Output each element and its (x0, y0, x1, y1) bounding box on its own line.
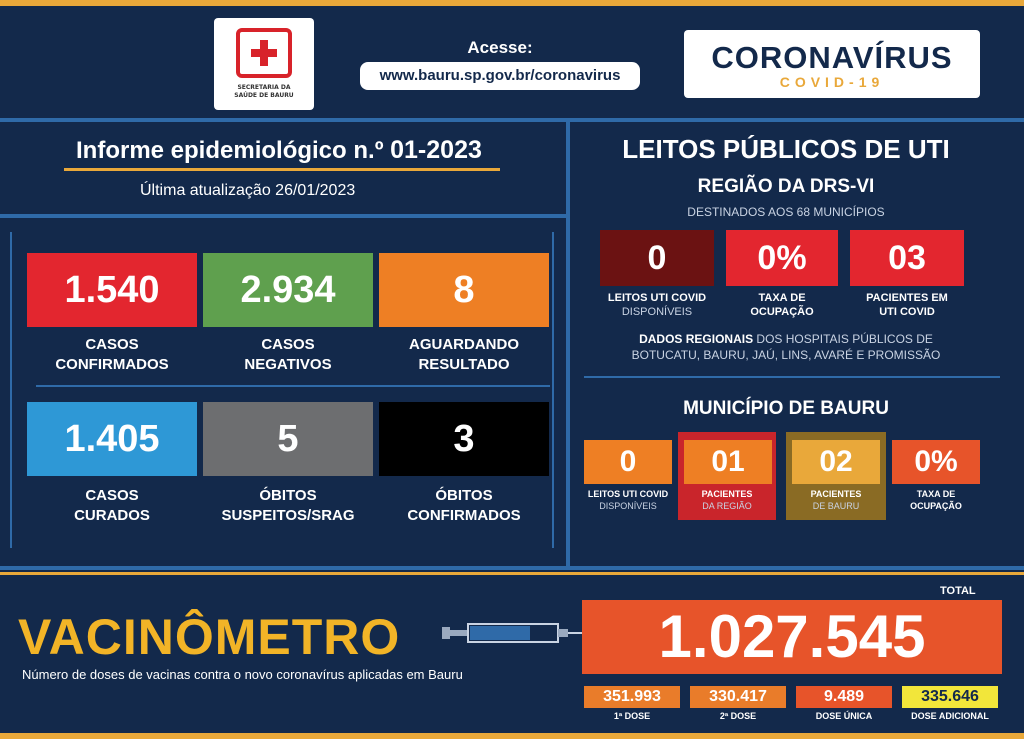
region-box-patients: 03 (850, 230, 964, 286)
municipal-label-region-patients: PACIENTES DA REGIÃO (701, 489, 753, 511)
dose-single-label: DOSE ÚNICA (815, 711, 873, 721)
regional-data-cities: BOTUCATU, BAURU, JAÚ, LINS, AVARÉ E PROMISSÃO (631, 348, 941, 362)
access-label: Acesse: (467, 38, 533, 57)
logo-line-1: SECRETARIA DA (237, 84, 291, 91)
uti-title: LEITOS PÚBLICOS DE UTI (622, 134, 950, 164)
brand-subtitle: COVID-19 (779, 74, 885, 90)
stat-card-negative: 2.934 (203, 253, 373, 327)
stat-card-confirmed: 1.540 (27, 253, 197, 327)
brand-title: CORONAVÍRUS (711, 40, 953, 75)
bulletin-title-text: Informe epidemiológico n.º (76, 137, 384, 164)
stat-card-pending: 8 (379, 253, 549, 327)
title-underline (64, 168, 500, 171)
bottom-border (0, 733, 1024, 739)
bulletin-number: 01-2023 (390, 136, 482, 164)
divider (0, 566, 1024, 570)
region-title: REGIÃO DA DRS-VI (697, 176, 875, 197)
uti-divider (584, 376, 1000, 378)
bulletin-title (76, 136, 482, 165)
health-secretary-logo (214, 18, 314, 110)
municipality-title: MUNICÍPIO DE BAURU (683, 398, 889, 419)
region-subtitle: DESTINADOS AOS 68 MUNICÍPIOS (687, 205, 885, 219)
stat-card-recovered: 1.405 (27, 402, 197, 476)
divider (0, 214, 566, 218)
dose-single-value: 9.489 (796, 686, 892, 708)
stats-divider (36, 385, 550, 387)
divider (566, 118, 570, 570)
stat-label: ÓBITOS SUSPEITOS/SRAG (221, 487, 355, 524)
top-border (0, 0, 1024, 6)
syringe-icon (440, 618, 590, 648)
municipal-box-beds: 0 (584, 440, 672, 484)
municipal-box-occupancy: 0% (892, 440, 980, 484)
municipal-label-bauru-patients: PACIENTES DE BAURU (810, 489, 862, 511)
dose-2-value: 330.417 (690, 686, 786, 708)
stat-label: CASOS NEGATIVOS (244, 336, 332, 373)
regional-data-note: DADOS REGIONAIS DOS HOSPITAIS PÚBLICOS DE (639, 332, 933, 346)
last-update: Última atualização 26/01/2023 (140, 182, 356, 199)
stat-card-suspected-deaths: 5 (203, 402, 373, 476)
stat-label: CASOS CONFIRMADOS (55, 336, 169, 373)
stat-card-confirmed-deaths: 3 (379, 402, 549, 476)
coronavirus-brand (684, 30, 980, 98)
divider (0, 118, 1024, 122)
dose-additional-label: DOSE ADICIONAL (911, 711, 989, 721)
divider (0, 572, 1024, 575)
dose-1-value: 351.993 (584, 686, 680, 708)
municipal-box-region-patients: 01 (684, 440, 772, 484)
municipal-label-beds: LEITOS UTI COVID DISPONÍVEIS (587, 489, 669, 511)
total-label: TOTAL (940, 585, 976, 597)
total-doses: 1.027.545 (582, 600, 1002, 674)
region-label-beds: LEITOS UTI COVID DISPONÍVEIS (607, 292, 707, 318)
vaccinometer-subtitle: Número de doses de vacinas contra o novo coronavírus aplicadas em Bauru (22, 667, 463, 682)
dose-2-label: 2ª DOSE (719, 711, 757, 721)
dose-additional-value: 335.646 (902, 686, 998, 708)
dose-1-label: 1ª DOSE (613, 711, 651, 721)
cross-icon (236, 28, 292, 78)
region-label-occupancy: TAXA DE OCUPAÇÃO (750, 292, 814, 318)
logo-line-2: SAÚDE DE BAURU (234, 92, 294, 99)
stat-label: AGUARDANDO RESULTADO (409, 336, 519, 373)
stat-label: ÓBITOS CONFIRMADOS (407, 487, 521, 524)
stat-label: CASOS CURADOS (74, 487, 150, 524)
municipal-label-occupancy: TAXA DE OCUPAÇÃO (910, 489, 962, 511)
municipal-box-bauru-patients: 02 (792, 440, 880, 484)
region-label-patients: PACIENTES EM UTI COVID (866, 292, 948, 318)
region-box-beds: 0 (600, 230, 714, 286)
vaccinometer-title: VACINÔMETRO (18, 609, 401, 665)
region-box-occupancy: 0% (726, 230, 838, 286)
website-link[interactable]: www.bauru.sp.gov.br/coronavirus (360, 62, 640, 90)
